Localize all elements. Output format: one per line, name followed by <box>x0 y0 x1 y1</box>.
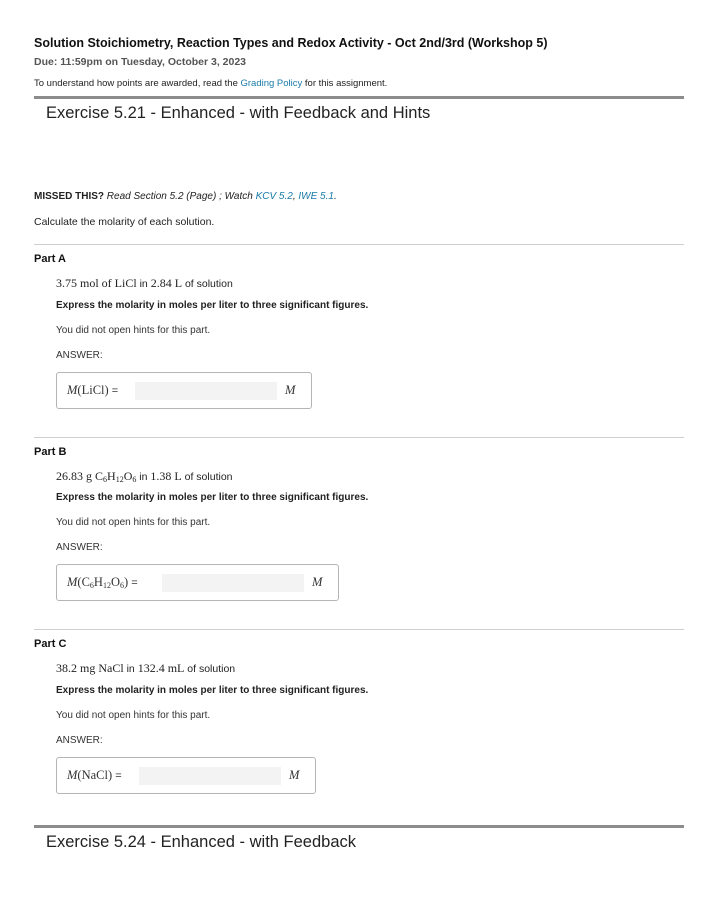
exercise-instruction: Calculate the molarity of each solution. <box>34 216 215 228</box>
part-b-answer-box <box>56 564 339 601</box>
due-date: Due: 11:59pm on Tuesday, October 3, 2023 <box>34 56 247 68</box>
part-b-title: Part B <box>34 446 67 458</box>
part-a-instruction: Express the molarity in moles per liter to three significant figures. <box>56 300 369 311</box>
part-a-unit: M <box>285 383 296 397</box>
part-divider <box>34 629 684 630</box>
part-b-instruction: Express the molarity in moles per liter to three significant figures. <box>56 492 369 503</box>
part-a-prompt: 3.75 mol of LiCl in 2.84 L of solution <box>56 276 233 290</box>
grading-policy-link[interactable]: Grading Policy <box>240 78 303 89</box>
part-c-hints-note: You did not open hints for this part. <box>56 710 211 721</box>
part-b-answer-input[interactable] <box>162 574 304 592</box>
part-b-hints-note: You did not open hints for this part. <box>56 517 211 528</box>
part-b-answer-lhs: $M(C_6H_{12}O_6)$ = <box>67 575 138 590</box>
part-a-title: Part A <box>34 253 66 265</box>
part-a-answer-box <box>56 372 312 409</box>
kcv-link[interactable]: KCV 5.2 <box>255 191 293 202</box>
exercise-title-next: Exercise 5.24 - Enhanced - with Feedback <box>46 833 356 851</box>
part-a-answer-lhs: M(LiCl) = <box>67 383 119 397</box>
missed-this-note: MISSED THIS? Read Section 5.2 (Page) ; Watch KCV 5.2, IWE 5.1. <box>34 191 337 202</box>
part-b-unit: M <box>312 575 323 589</box>
part-b-prompt: 26.83 g $C_6H_{12}O_6$ in 1.38 L of solution <box>56 469 233 484</box>
part-a-hints-note: You did not open hints for this part. <box>56 325 211 336</box>
part-c-answer-box <box>56 757 316 794</box>
part-c-prompt: 38.2 mg NaCl in 132.4 mL of solution <box>56 661 236 675</box>
part-divider <box>34 437 684 438</box>
part-a-answer-label: ANSWER: <box>56 350 103 361</box>
section-divider <box>34 825 684 828</box>
grading-policy-note: To understand how points are awarded, read the Grading Policy for this assignment. <box>34 78 388 89</box>
assignment-title: Solution Stoichiometry, Reaction Types and Redox Activity - Oct 2nd/3rd (Workshop 5) <box>34 36 548 50</box>
part-a-answer-input[interactable] <box>135 382 277 400</box>
part-b-answer-label: ANSWER: <box>56 542 103 553</box>
section-divider <box>34 96 684 99</box>
part-c-instruction: Express the molarity in moles per liter to three significant figures. <box>56 685 369 696</box>
part-c-answer-label: ANSWER: <box>56 735 103 746</box>
part-c-answer-lhs: M(NaCl) = <box>67 768 122 782</box>
iwe-link[interactable]: IWE 5.1 <box>298 191 334 202</box>
exercise-title: Exercise 5.21 - Enhanced - with Feedback and Hints <box>46 104 431 122</box>
part-c-answer-input[interactable] <box>139 767 281 785</box>
part-c-unit: M <box>289 768 300 782</box>
part-divider <box>34 244 684 245</box>
part-c-title: Part C <box>34 638 67 650</box>
